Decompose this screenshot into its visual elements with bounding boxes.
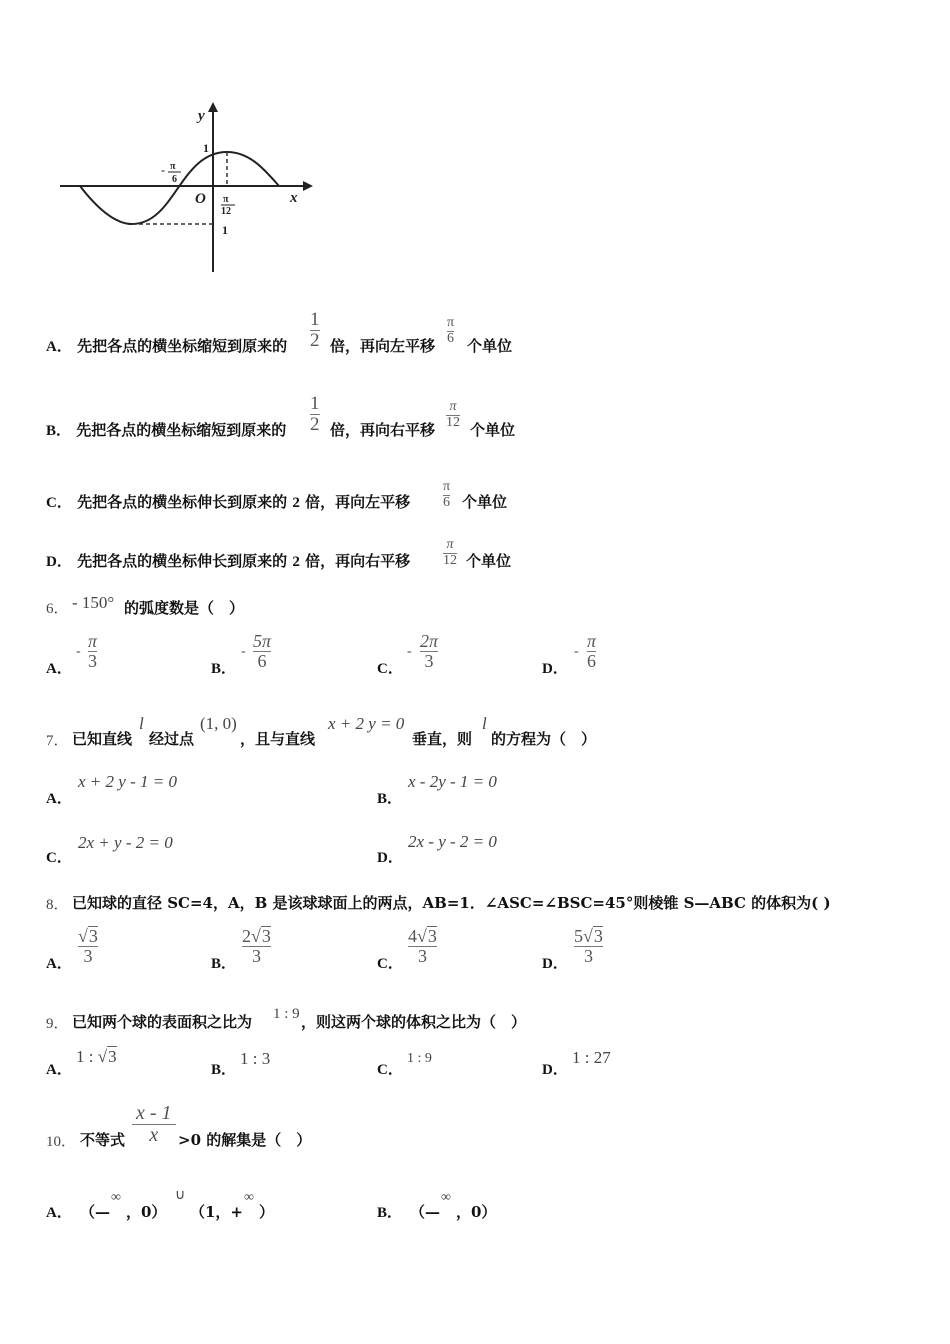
q8-option-a[interactable]: A． (46, 956, 72, 972)
q10-option-a[interactable]: A． (46, 1205, 72, 1221)
q7-point: (1, 0) (200, 714, 237, 733)
option-number: 2 (292, 495, 300, 511)
q8-option-b[interactable]: B． (211, 956, 237, 972)
y-label: y (198, 108, 205, 124)
fraction-sqrt: 2√3 3 (242, 926, 271, 966)
option-text: 先把各点的横坐标缩短到原来的 (76, 421, 287, 439)
q5-option-b[interactable] (46, 419, 286, 440)
sine-graph (55, 100, 315, 280)
fraction-sqrt: 4√3 3 (408, 926, 437, 966)
fraction-pi-6: π 6 (443, 479, 451, 510)
option-text: 先把各点的横坐标伸长到原来的 (77, 493, 288, 511)
interval: ，0） (456, 1203, 497, 1221)
q7-option-a[interactable]: A． (46, 791, 72, 807)
q8-option-c[interactable]: C． (377, 956, 403, 972)
infinity: ∞ (244, 1190, 254, 1205)
option-text: 倍，再向左平移 (305, 493, 411, 511)
option-label: C． (46, 495, 72, 511)
q8-number: 8． (46, 897, 69, 913)
interval: （— (410, 1203, 441, 1221)
q7-given-line: x + 2 y = 0 (328, 714, 405, 733)
interval: （— (80, 1203, 111, 1221)
q6-text: 的弧度数是（ ） (124, 599, 245, 617)
q6-option-d[interactable]: D． (542, 661, 568, 677)
option-label: B． (46, 423, 72, 439)
origin-label: O (195, 191, 206, 207)
option-text: 先把各点的横坐标伸长到原来的 (77, 552, 288, 570)
fraction-pi-6: π 6 (447, 315, 455, 346)
q8-option-d[interactable]: D． (542, 956, 568, 972)
q6-option-b[interactable]: B． (211, 661, 237, 677)
q10-option-b[interactable]: B． (377, 1205, 403, 1221)
option-text: 个单位 (467, 337, 513, 355)
q5-option-d[interactable] (46, 550, 410, 571)
fraction-one-half: 1 2 (310, 309, 320, 351)
infinity: ∞ (111, 1190, 121, 1205)
option-text: 倍，再向右平移 (305, 552, 411, 570)
equation: 2x - y - 2 = 0 (408, 832, 497, 851)
sign: - (241, 644, 246, 659)
option-text: 先把各点的横坐标缩短到原来的 (77, 337, 288, 355)
fraction-sqrt: √3 3 (78, 926, 98, 966)
q7-option-c[interactable]: C． (46, 850, 72, 866)
fraction-pi-12: π 12 (443, 537, 457, 568)
fraction: π 6 (587, 631, 597, 671)
pi-num: π (223, 194, 229, 205)
sine-curve (80, 152, 279, 224)
option-text: 个单位 (470, 421, 516, 439)
option-text: 倍，再向左平移 (330, 337, 436, 355)
neg-pi: π (170, 161, 176, 172)
q7-text: 已知直线 (72, 730, 133, 748)
sign: - (574, 644, 579, 659)
y-arrow-icon (208, 102, 218, 112)
q8-text: 已知球的直径 SC=4，A，B 是该球球面上的两点，AB=1．∠ASC=∠BSC=45°则棱锥 S—ABC 的体积为( ) (72, 894, 831, 912)
q7-text: 经过点 (149, 730, 195, 748)
q6-expr: - 150° (72, 593, 115, 612)
q7-text: 垂直，则 (412, 730, 473, 748)
q9-option-d[interactable]: D． (542, 1062, 568, 1078)
ratio: 1 : 27 (572, 1048, 611, 1067)
neg-sign: - (161, 163, 165, 177)
q9-option-b[interactable]: B． (211, 1062, 237, 1078)
fraction-sqrt: 5√3 3 (574, 926, 603, 966)
fraction: 2π 3 (420, 631, 439, 671)
q9-option-a[interactable]: A． (46, 1062, 72, 1078)
neg-six: 6 (172, 174, 177, 185)
y-top-label: 1 (203, 141, 209, 155)
fraction: π 3 (88, 631, 98, 671)
sign: - (407, 644, 412, 659)
option-number: 2 (292, 554, 300, 570)
x-label: x (290, 190, 298, 206)
q6-stem: 6． (46, 601, 69, 617)
q9-number: 9． (46, 1016, 69, 1032)
infinity: ∞ (441, 1190, 451, 1205)
union-symbol: ∪ (175, 1188, 186, 1203)
sign: - (76, 644, 81, 659)
q7-option-b[interactable]: B． (377, 791, 403, 807)
q10-fraction: x - 1 x (132, 1103, 176, 1146)
ratio-sqrt: 1 : √3 (76, 1047, 117, 1066)
q6-option-a[interactable]: A． (46, 661, 72, 677)
q7-number: 7． (46, 733, 69, 749)
option-text: 个单位 (466, 552, 512, 570)
fraction-one-half: 1 2 (310, 393, 320, 435)
q10-number: 10． (46, 1134, 77, 1150)
ratio: 1 : 9 (407, 1051, 432, 1066)
option-label: D． (46, 554, 72, 570)
q9-option-c[interactable]: C． (377, 1062, 403, 1078)
equation: x - 2y - 1 = 0 (408, 772, 497, 791)
q9-text: 已知两个球的表面积之比为 (72, 1013, 253, 1031)
interval: （1，+ (190, 1203, 244, 1221)
fraction: 5π 6 (253, 631, 272, 671)
interval: ） (259, 1203, 275, 1221)
q10-text: >0 的解集是（ ） (178, 1131, 312, 1149)
q7-line-l: l (139, 714, 144, 733)
q5-option-c[interactable] (46, 491, 410, 512)
fraction-pi-12: π 12 (446, 399, 460, 430)
equation: 2x + y - 2 = 0 (78, 833, 173, 852)
equation: x + 2 y - 1 = 0 (78, 772, 177, 791)
option-text: 倍，再向右平移 (330, 421, 436, 439)
interval: ，0） (126, 1203, 167, 1221)
q7-line-l: l (482, 714, 487, 733)
y-bottom-label: 1 (222, 223, 228, 237)
q7-option-d[interactable]: D． (377, 850, 403, 866)
q9-ratio: 1 : 9 (273, 1006, 300, 1022)
option-text: 个单位 (462, 493, 508, 511)
q10-text: 不等式 (80, 1131, 126, 1149)
q5-option-a[interactable] (46, 335, 287, 356)
option-label: A． (46, 339, 72, 355)
x-arrow-icon (303, 181, 313, 191)
ratio: 1 : 3 (240, 1049, 271, 1068)
q6-option-c[interactable]: C． (377, 661, 403, 677)
q7-text: 的方程为（ ） (491, 730, 597, 748)
q7-text: ，且与直线 (240, 730, 316, 748)
pi-den: 12 (221, 206, 231, 217)
q9-text: ，则这两个球的体积之比为（ ） (301, 1013, 527, 1031)
